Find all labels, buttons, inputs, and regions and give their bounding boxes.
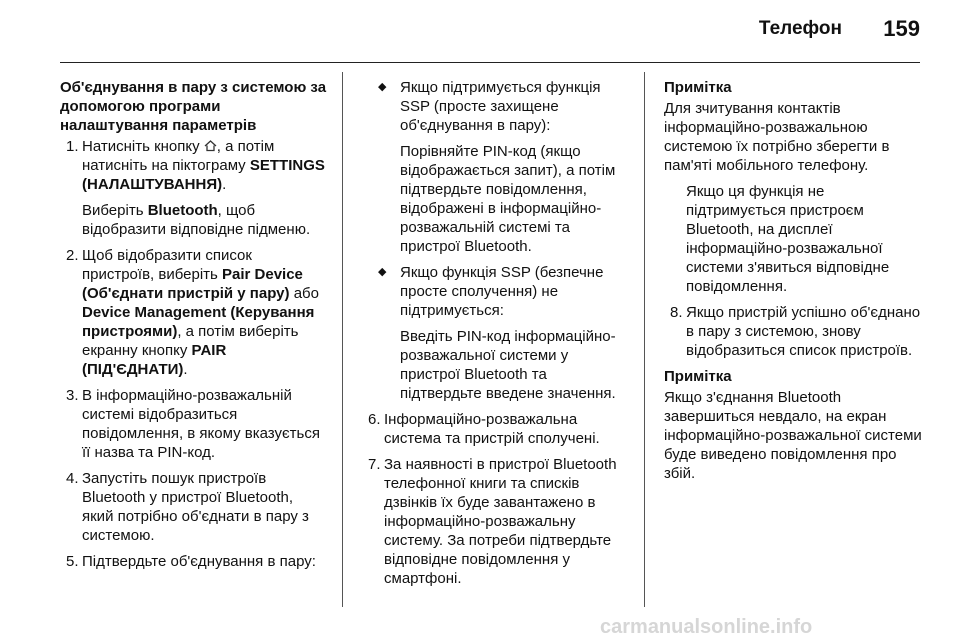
step-number: 6.	[368, 411, 381, 428]
step-6: 6. Інформаційно-розважальна система та пристрій сполучені.	[368, 411, 600, 447]
step-number: 2.	[66, 247, 79, 264]
step-number: 1.	[66, 138, 79, 155]
page-number: 159	[883, 16, 920, 41]
note-title: Примітка	[664, 79, 732, 96]
home-icon	[204, 138, 217, 151]
step-number: 7.	[368, 456, 381, 473]
step-4: 4. Запустіть пошук пристроїв Bluetooth у пристрої Bluetooth, який потрібно об'єднати в пару з системою.	[66, 470, 309, 544]
step-number: 5.	[66, 553, 79, 570]
bullet-detail: Порівняйте PIN-код (якщо відображається запит), а потім підтвердьте повідомлення, відображені в інформаційно-розважальній системі та пристрої Bluetooth.	[400, 143, 616, 255]
step-5: 5. Підтвердьте об'єднування в пару:	[66, 553, 316, 570]
step-number: 4.	[66, 470, 79, 487]
column-divider-1	[342, 72, 343, 607]
column-divider-2	[644, 72, 645, 607]
note-text: Якщо з'єднання Bluetooth завершиться невдало, на екран інформаційно-розважальної системи буде виведено повідомлення про збій.	[664, 389, 922, 482]
note-title: Примітка	[664, 368, 732, 385]
bullet-ssp-supported: ◆ Якщо підтримується функція SSP (просте захищене об'єднування в пару):	[378, 79, 601, 134]
page-header	[0, 0, 960, 70]
note-indent-text: Якщо ця функція не підтримується пристроєм Bluetooth, на дисплеї інформаційно-розважальної системи з'явиться відповідне повідомлення.	[686, 183, 890, 295]
section-heading: Об'єднування в пару з системою за допомогою програми налаштування параметрів	[60, 79, 327, 134]
step-8: 8. Якщо пристрій успішно об'єднано в пару з системою, знову відобразиться список пристроїв.	[670, 304, 921, 359]
bullet-detail: Введіть PIN-код інформаційно-розважальної системи у пристрої Bluetooth та підтвердьте введене значення.	[400, 328, 616, 402]
column-3	[664, 78, 926, 490]
column-2	[362, 78, 628, 595]
bullet-ssp-unsupported: ◆ Якщо функція SSP (безпечне просте сполучення) не підтримується:	[378, 264, 604, 319]
step-number: 8.	[670, 304, 683, 321]
watermark: carmanualsonline.info	[600, 616, 813, 638]
header-rule	[60, 62, 920, 63]
column-1	[60, 78, 328, 578]
step-7: 7. За наявності в пристрої Bluetooth телефонної книги та списків дзвінків їх буде завантажено в інформаційно-розважальну систему. За потреби підтвердьте відповідне повідомлення у смартфоні.	[368, 456, 617, 587]
step-1: 1. Натисніть кнопку , а потім натисніть на піктограму SETTINGS (НАЛАШТУВАННЯ). Виберіть Bluetooth, щоб відобразити відповідне підменю.	[66, 138, 325, 238]
section-title: Телефон	[758, 18, 842, 39]
step-2: 2. Щоб відобразити список пристроїв, виберіть Pair Device (Об'єднати пристрій у пару) або Device Management (Керування пристроями), а потім виберіть екранну кнопку PAIR (ПІД'ЄДНАТИ).	[66, 247, 319, 378]
step-number: 3.	[66, 387, 79, 404]
note-text: Для зчитування контактів інформаційно-розважальною системою їх потрібно зберегти в пам'яті мобільного телефону.	[664, 100, 890, 174]
step-3: 3. В інформаційно-розважальній системі відобразиться повідомлення, в якому вказується її назва та PIN-код.	[66, 387, 320, 461]
diamond-bullet-icon: ◆	[378, 266, 387, 278]
diamond-bullet-icon: ◆	[378, 81, 387, 93]
